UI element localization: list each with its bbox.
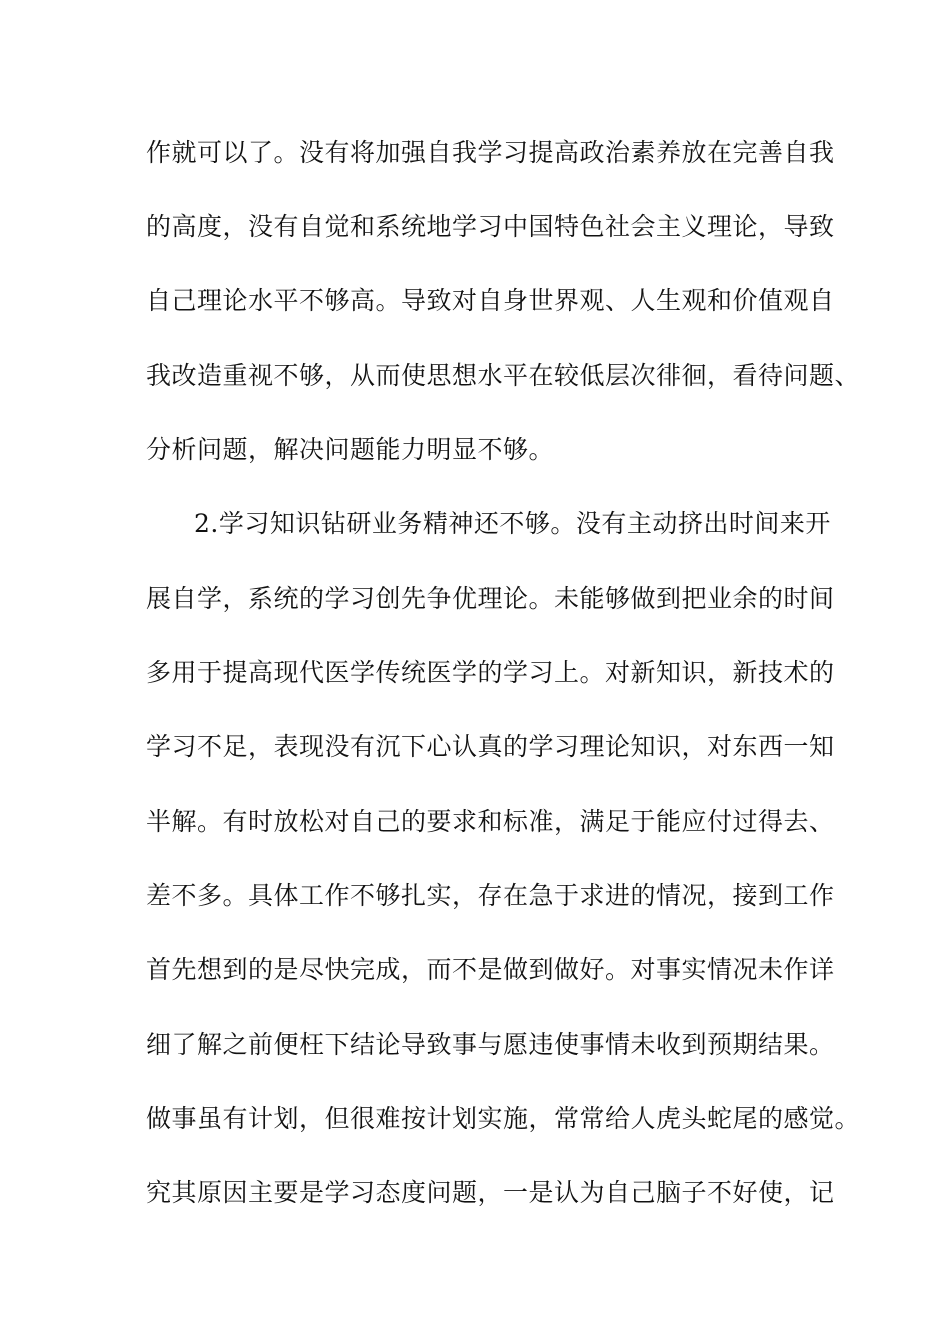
text-line: 分析问题，解决问题能力明显不够。 [146, 435, 555, 464]
text-line: 做事虽有计划，但很难按计划实施，常常给人虎头蛇尾的感觉。 [146, 1104, 861, 1133]
text-line: 半解。有时放松对自己的要求和标准，满足于能应付过得去、 [146, 807, 835, 836]
text-line: 究其原因主要是学习态度问题，一是认为自己脑子不好使，记 [146, 1178, 835, 1207]
text-line: 细了解之前便枉下结论导致事与愿违使事情未收到预期结果。 [146, 1030, 835, 1059]
text-line: 我改造重视不够，从而使思想水平在较低层次徘徊，看待问题、 [146, 361, 861, 390]
text-line: 自己理论水平不够高。导致对自身世界观、人生观和价值观自 [146, 286, 835, 315]
paragraph-start-line: 2.学习知识钻研业务精神还不够。没有主动挤出时间来开 [194, 509, 831, 538]
text-line: 学习不足，表现没有沉下心认真的学习理论知识，对东西一知 [146, 732, 835, 761]
text-line: 作就可以了。没有将加强自我学习提高政治素养放在完善自我 [146, 138, 835, 167]
text-line: 首先想到的是尽快完成，而不是做到做好。对事实情况未作详 [146, 955, 835, 984]
text-line: 多用于提高现代医学传统医学的学习上。对新知识，新技术的 [146, 658, 835, 687]
text-line: 差不多。具体工作不够扎实，存在急于求进的情况，接到工作 [146, 881, 835, 910]
text-line: 的高度，没有自觉和系统地学习中国特色社会主义理论，导致 [146, 212, 835, 241]
text-line: 展自学，系统的学习创先争优理论。未能够做到把业余的时间 [146, 584, 835, 613]
